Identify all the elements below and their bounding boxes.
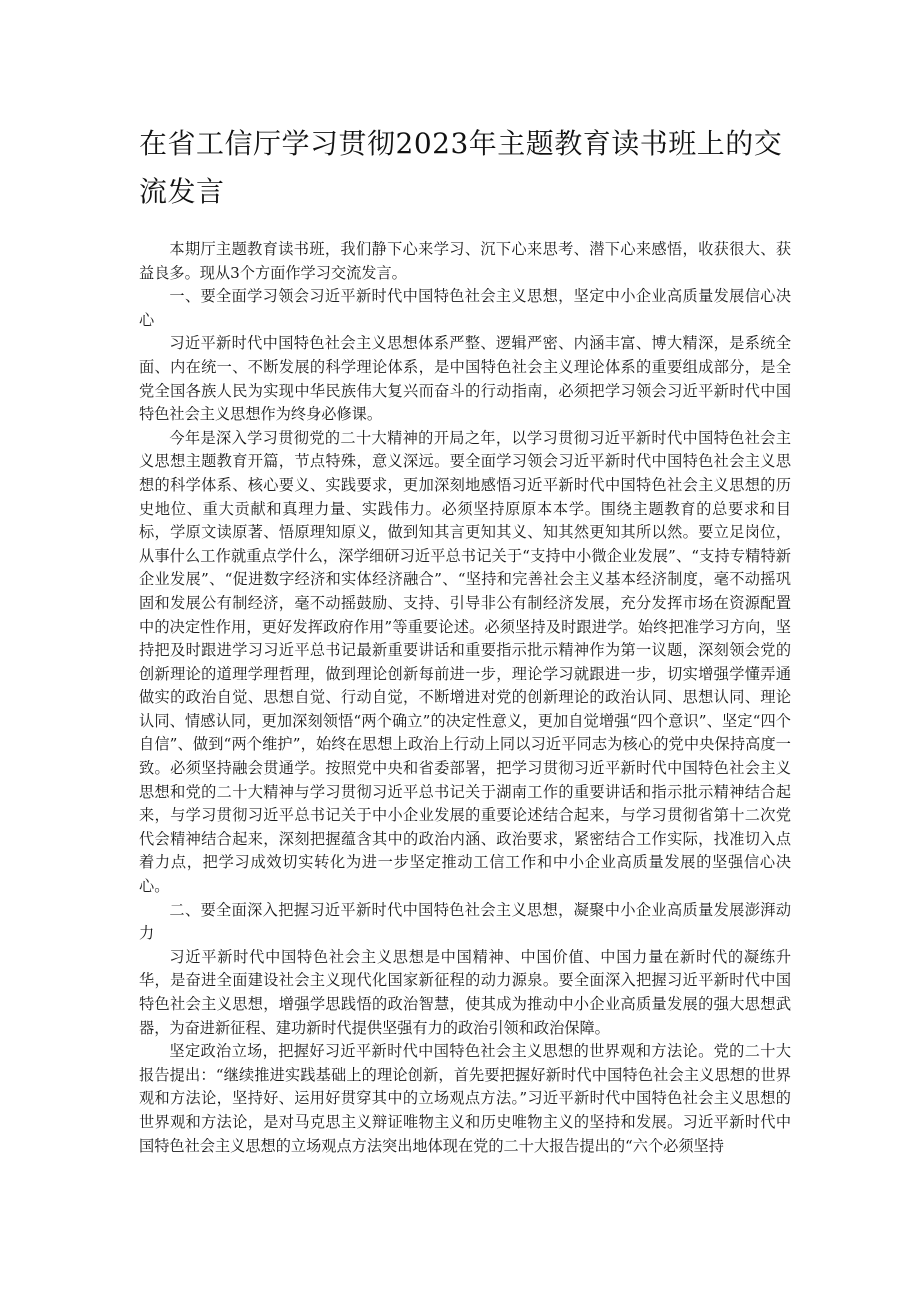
paragraph: 习近平新时代中国特色社会主义思想体系严整、逻辑严密、内涵丰富、博大精深，是系统全面、内在统一、不断发展的科学理论体系，是中国特色社会主义理论体系的重要组成部分，是全党全国各族人民为实现中华民族伟大复兴而奋斗的行动指南，必须把学习领会习近平新时代中国特色社会主义思想作为终身必修课。: [139, 334, 791, 424]
section-heading-2: 二、要全面深入把握习近平新时代中国特色社会主义思想，凝聚中小企业高质量发展澎湃动力: [139, 900, 791, 943]
document-body: [139, 238, 791, 1158]
section-heading-1: 一、要全面学习领会习近平新时代中国特色社会主义思想，坚定中小企业高质量发展信心决心: [139, 287, 791, 329]
paragraph: 习近平新时代中国特色社会主义思想是中国精神、中国价值、中国力量在新时代的凝练升华，是奋进全面建设社会主义现代化国家新征程的动力源泉。要全面深入把握习近平新时代中国特色社会主义思想，增强学思践悟的政治智慧，使其成为推动中小企业高质量发展的强大思想武器，为奋进新征程、建功新时代提供坚强有力的政治引领和政治保障。: [139, 947, 791, 1037]
document-page: [139, 120, 791, 1158]
paragraph: 坚定政治立场，把握好习近平新时代中国特色社会主义思想的世界观和方法论。党的二十大报告提出：“继续推进实践基础上的理论创新，首先要把握好新时代中国特色社会主义思想的世界观和方法论，坚持好、运用好贯穿其中的立场观点方法。”习近平新时代中国特色社会主义思想的世界观和方法论，是对马克思主义辩证唯物主义和历史唯物主义的坚持和发展。习近平新时代中国特色社会主义思想的立场观点方法突出地体现在党的二十大报告提出的“六个必须坚持: [139, 1042, 791, 1155]
paragraph-intro: 本期厅主题教育读书班，我们静下心来学习、沉下心来思考、潜下心来感悟，收获很大、获益良多。现从3个方面作学习交流发言。: [139, 240, 791, 282]
document-title: 在省工信厅学习贯彻2023年主题教育读书班上的交流发言: [139, 127, 783, 208]
paragraph: 今年是深入学习贯彻党的二十大精神的开局之年，以学习贯彻习近平新时代中国特色社会主义思想主题教育开篇，节点特殊，意义深远。要全面学习领会习近平新时代中国特色社会主义思想的科学体系、核心要义、实践要求，更加深刻地感悟习近平新时代中国特色社会主义思想的历史地位、重大贡献和真理力量、实践伟力。必须坚持原原本本学。围绕主题教育的总要求和目标，学原文读原著、悟原理知原义，做到知其言更知其义、知其然更知其所以然。要立足岗位，从事什么工作就重点学什么，深学细研习近平总书记关于“支持中小微企业发展”、“支持专精特新企业发展”、“促进数字经济和实体经济融合”、“坚持和完善社会主义基本经济制度，毫不动摇巩固和发展公有制经济，毫不动摇鼓励、支持、引导非公有制经济发展，充分发挥市场在资源配置中的决定性作用，更好发挥政府作用”等重要论述。必须坚持及时跟进学。始终把准学习方向，坚持把及时跟进学习习近平总书记最新重要讲话和重要指示批示精神作为第一议题，深刻领会党的创新理论的道理学理哲理，做到理论创新每前进一步，理论学习就跟进一步，切实增强学懂弄通做实的政治自觉、思想自觉、行动自觉，不断增进对党的创新理论的政治认同、思想认同、理论认同、情感认同，更加深刻领悟“两个确立”的决定性意义，更加自觉增强“四个意识”、坚定“四个自信”、做到“两个维护”，始终在思想上政治上行动上同以习近平同志为核心的党中央保持高度一致。必须坚持融会贯通学。按照党中央和省委部署，把学习贯彻习近平新时代中国特色社会主义思想和党的二十大精神与学习贯彻习近平总书记关于湖南工作的重要讲话和指示批示精神结合起来，与学习贯彻习近平总书记关于中小企业发展的重要论述结合起来，与学习贯彻省第十二次党代会精神结合起来，深刻把握蕴含其中的政治内涵、政治要求，紧密结合工作实际，找准切入点着力点，把学习成效切实转化为进一步坚定推动工信工作和中小企业高质量发展的坚强信心决心。: [139, 428, 791, 896]
